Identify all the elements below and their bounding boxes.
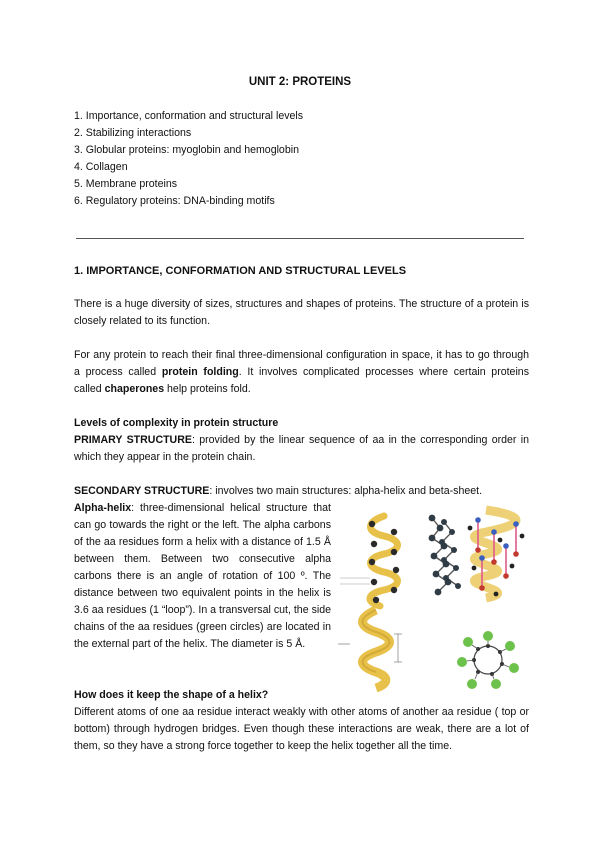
- toc-item: 2. Stabilizing interactions: [74, 127, 192, 139]
- toc-item: 4. Collagen: [74, 161, 128, 173]
- toc-item: 6. Regulatory proteins: DNA-binding motifs: [74, 195, 275, 207]
- alpha-helix-cross-section-icon: [457, 631, 519, 689]
- text-run: . It involves complicated processes where certain proteins called: [74, 366, 529, 395]
- term-alpha-helix: Alpha-helix: [74, 502, 132, 514]
- paragraph-diversity: There is a huge diversity of sizes, structures and shapes of proteins. The structure of a protein is closely related to its function.: [74, 298, 529, 327]
- alpha-helix-figure-svg: [336, 502, 528, 692]
- alpha-helix-atomic-model-icon: [468, 510, 525, 598]
- term-protein-folding: protein folding: [161, 366, 239, 378]
- horizontal-divider: [76, 238, 524, 239]
- paragraph-levels: [74, 415, 529, 466]
- primary-structure-text: : provided by the linear sequence of aa in the corresponding order in which they appear in the protein chain.: [74, 434, 529, 463]
- table-of-contents: [74, 108, 303, 210]
- toc-item: 1. Importance, conformation and structural levels: [74, 110, 304, 122]
- helix-question: How does it keep the shape of a helix?: [74, 689, 269, 701]
- secondary-structure-text: : involves two main structures: alpha-helix and beta-sheet.: [209, 485, 483, 497]
- text-run: For any protein to reach their final three-dimensional configuration in space, it has to go through a process called: [74, 349, 529, 378]
- paragraph-alpha-helix: [74, 500, 331, 653]
- page-title: UNIT 2: PROTEINS: [248, 76, 352, 88]
- text-run: help proteins fold.: [164, 383, 251, 395]
- toc-item: 3. Globular proteins: myoglobin and hemoglobin: [74, 144, 299, 156]
- term-secondary-structure: SECONDARY STRUCTURE: [74, 485, 210, 497]
- alpha-helix-figure: [336, 502, 528, 692]
- term-primary-structure: PRIMARY STRUCTURE: [74, 434, 192, 446]
- term-chaperones: chaperones: [104, 383, 165, 395]
- helix-answer: Different atoms of one aa residue interact weakly with other atoms of another aa residue ( top or bottom) through hydrogen bridges. Even though these interactions are weak, there are a lot of them, so they have a strong force together to keep the helix together all the time.: [74, 706, 529, 752]
- toc-item: 5. Membrane proteins: [74, 178, 178, 190]
- alpha-helix-text: : three-dimensional helical structure that can go towards the right or the left. The alpha carbons of the aa residues form a helix with a distance of 1.5 Å between them. Between two consecutive alpha carbons there is an angle of rotation of 100 º. The distance between two equivalent points in the helix is 3.6 aa residues (1 “loop”). In a transversal cut, the side chains of the aa residues (green circles) are located in the external part of the helix. The diameter is 5 Å.: [74, 502, 331, 650]
- paragraph-secondary: [74, 483, 529, 500]
- paragraph-helix-shape: [74, 687, 529, 755]
- paragraph-folding: [74, 347, 529, 398]
- alpha-helix-ribbon-icon: [340, 516, 399, 606]
- section-heading: 1. IMPORTANCE, CONFORMATION AND STRUCTURAL LEVELS: [74, 265, 407, 277]
- levels-heading: Levels of complexity in protein structure: [74, 417, 279, 429]
- alpha-helix-ball-stick-icon: [429, 515, 461, 596]
- alpha-helix-gold-ribbon-icon: [338, 610, 402, 688]
